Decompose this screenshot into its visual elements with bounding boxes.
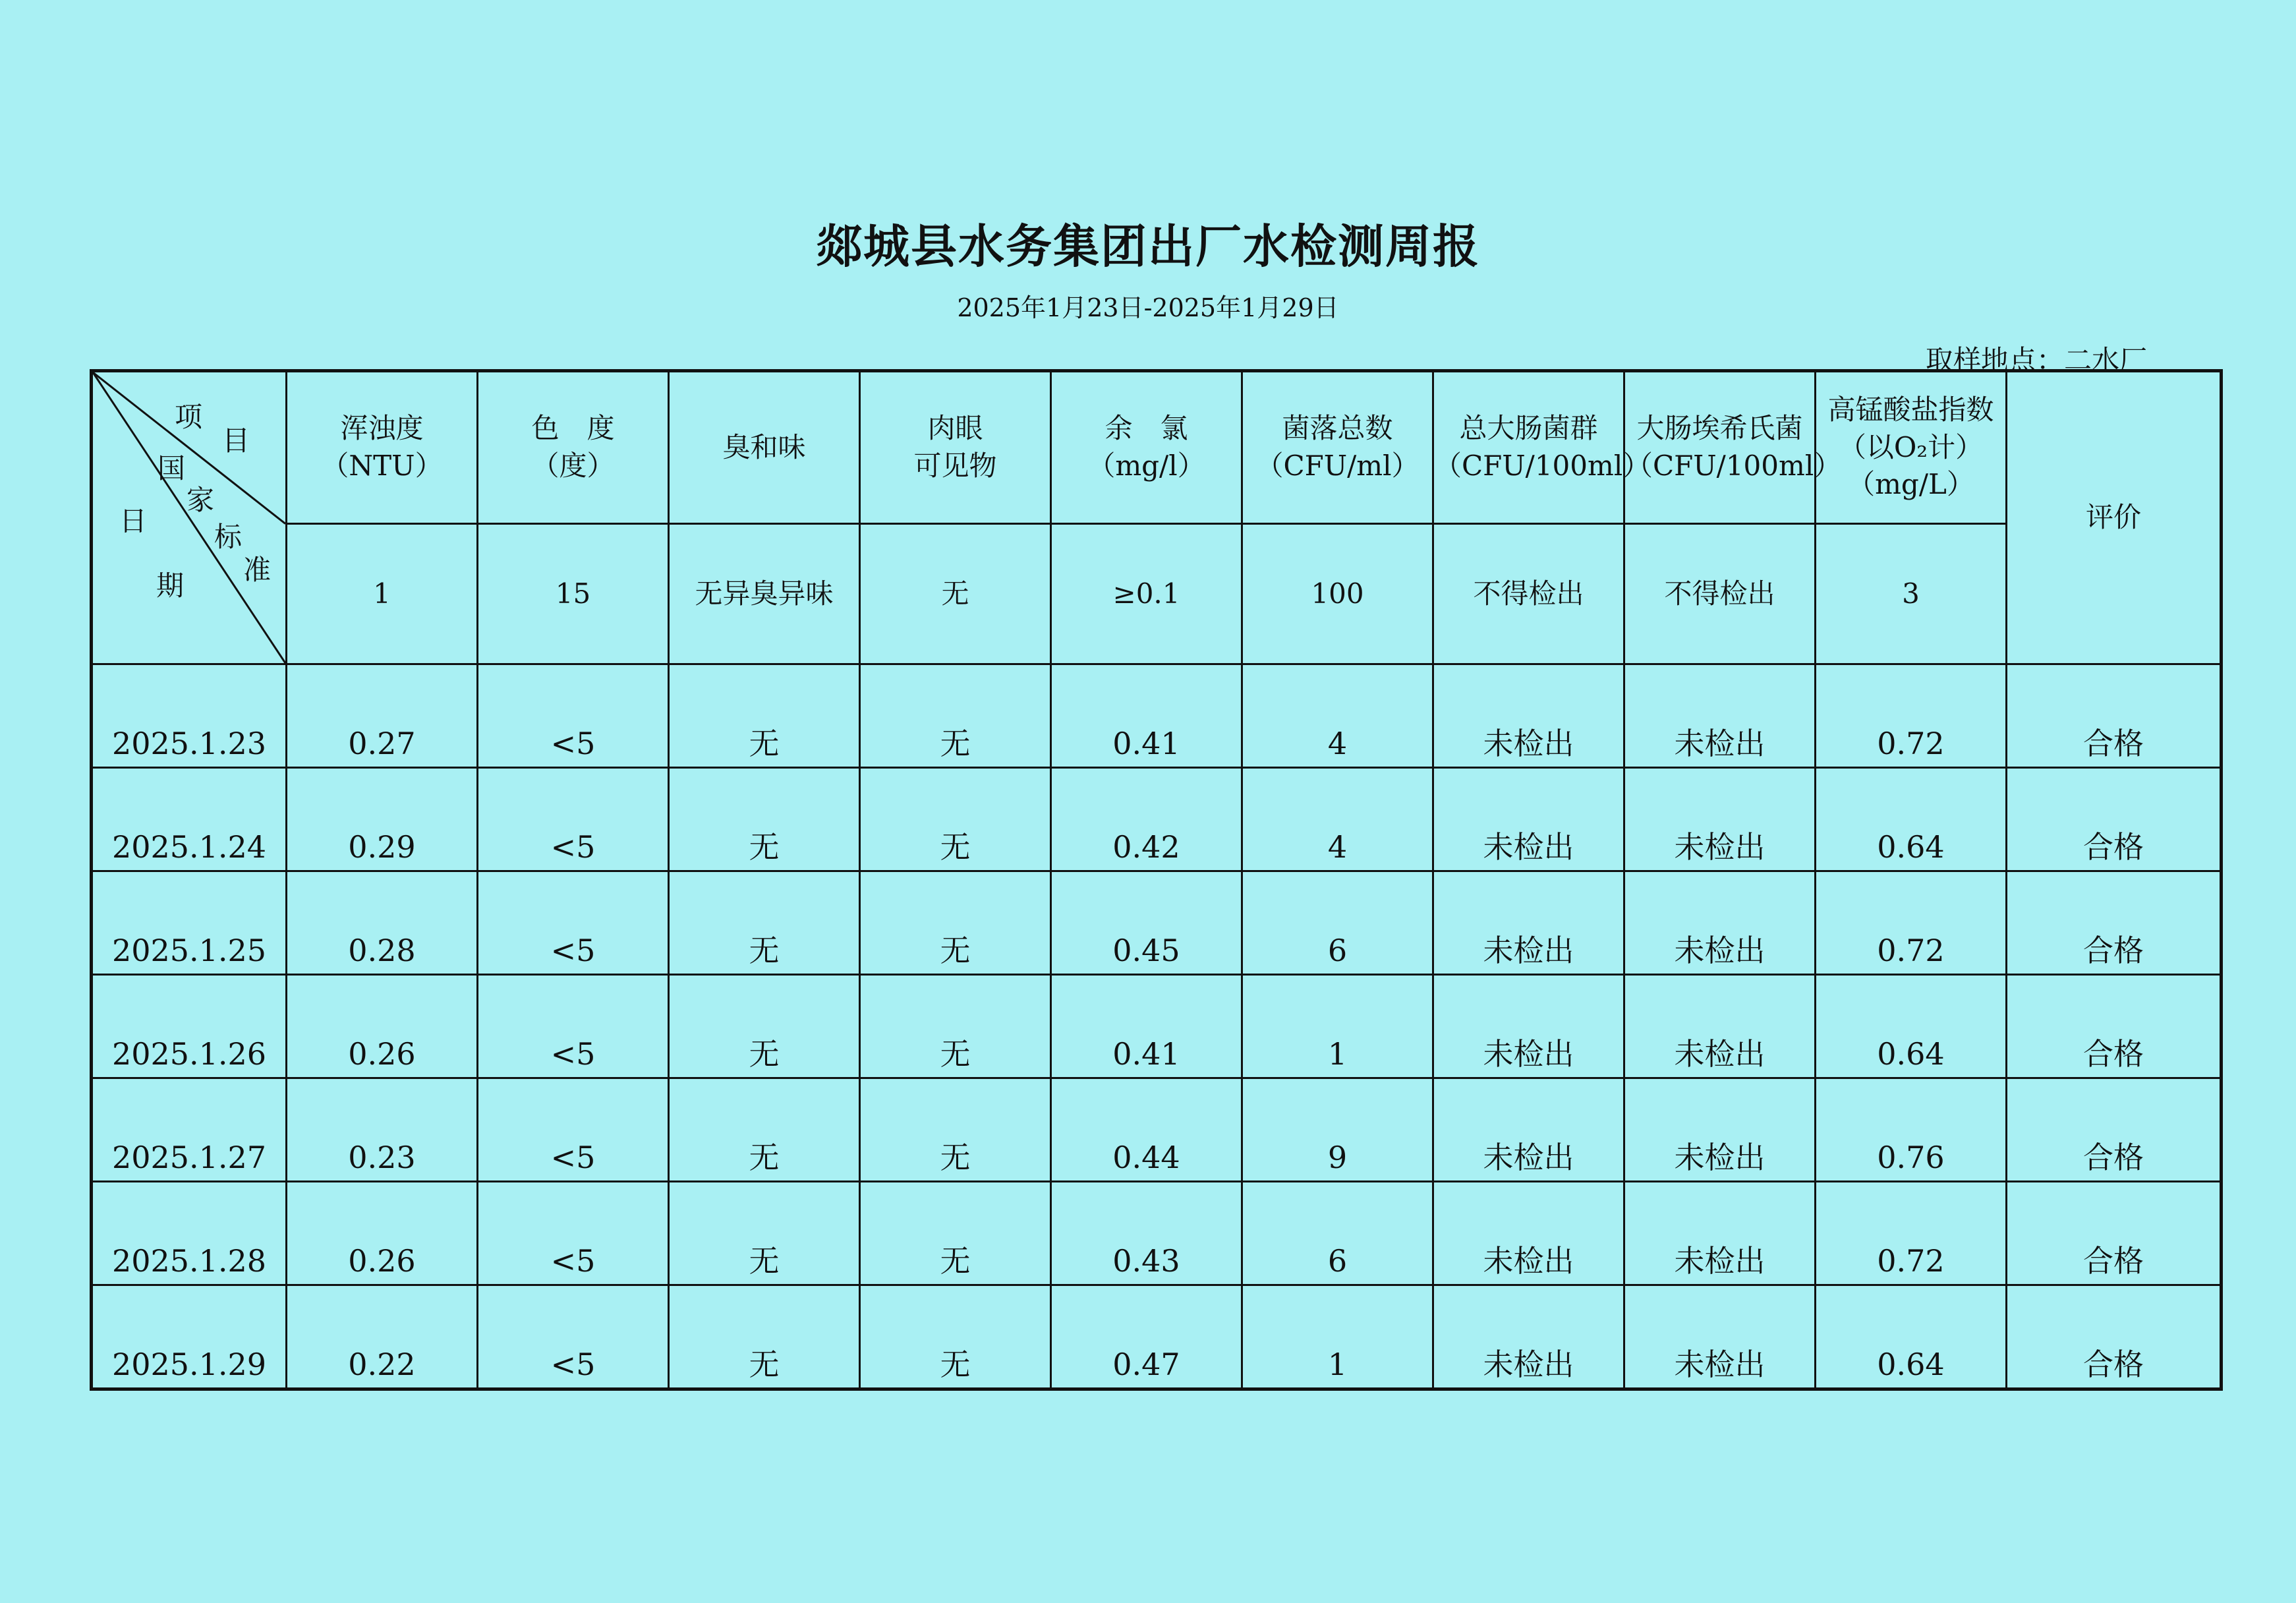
row-value: 1 xyxy=(1242,1285,1433,1389)
row-value: 0.29 xyxy=(287,768,478,871)
row-value: 9 xyxy=(1242,1078,1433,1182)
table-row xyxy=(92,1285,2222,1389)
row-value: 无 xyxy=(860,768,1051,871)
row-value: 0.26 xyxy=(287,1182,478,1285)
row-value: 0.22 xyxy=(287,1285,478,1389)
row-value: 未检出 xyxy=(1433,768,1624,871)
row-date: 2025.1.28 xyxy=(92,1182,287,1285)
row-value: 0.72 xyxy=(1816,664,2007,768)
col-header-permanganate-index: 高锰酸盐指数 （以O₂计） （mg/L） xyxy=(1816,371,2007,524)
table-row xyxy=(92,1078,2222,1182)
row-date: 2025.1.29 xyxy=(92,1285,287,1389)
col-header-color: 色 度 （度） xyxy=(478,371,669,524)
row-value: 无 xyxy=(669,871,860,975)
row-value: <5 xyxy=(478,1285,669,1389)
row-value: 未检出 xyxy=(1624,1285,1816,1389)
row-value: 4 xyxy=(1242,664,1433,768)
row-value: 未检出 xyxy=(1433,871,1624,975)
row-date: 2025.1.27 xyxy=(92,1078,287,1182)
row-value: 未检出 xyxy=(1433,975,1624,1078)
row-value: 无 xyxy=(669,975,860,1078)
row-evaluation: 合格 xyxy=(2007,768,2222,871)
row-value: 无 xyxy=(669,1078,860,1182)
col-header-total-coliforms: 总大肠菌群 （CFU/100ml） xyxy=(1433,371,1624,524)
row-value: 未检出 xyxy=(1433,1285,1624,1389)
row-date: 2025.1.24 xyxy=(92,768,287,871)
row-date: 2025.1.23 xyxy=(92,664,287,768)
standard-turbidity: 1 xyxy=(287,524,478,664)
corner-standard-char: 家 xyxy=(187,484,215,516)
standard-visible-matter: 无 xyxy=(860,524,1051,664)
row-value: <5 xyxy=(478,1078,669,1182)
row-value: <5 xyxy=(478,1182,669,1285)
corner-standard-char: 国 xyxy=(158,452,186,484)
row-value: 0.64 xyxy=(1816,1285,2007,1389)
row-value: 未检出 xyxy=(1624,768,1816,871)
row-value: 0.28 xyxy=(287,871,478,975)
corner-date-char: 期 xyxy=(156,569,185,602)
row-value: 无 xyxy=(669,664,860,768)
col-header-visible-matter: 肉眼 可见物 xyxy=(860,371,1051,524)
row-value: 无 xyxy=(860,664,1051,768)
row-date: 2025.1.26 xyxy=(92,975,287,1078)
col-header-e-coli: 大肠埃希氏菌 （CFU/100ml） xyxy=(1624,371,1816,524)
row-value: 6 xyxy=(1242,1182,1433,1285)
row-value: 0.64 xyxy=(1816,975,2007,1078)
row-value: 0.64 xyxy=(1816,768,2007,871)
header-row-items xyxy=(92,371,2222,524)
row-value: 0.23 xyxy=(287,1078,478,1182)
row-value: 未检出 xyxy=(1624,975,1816,1078)
row-value: 4 xyxy=(1242,768,1433,871)
corner-header-cell xyxy=(92,371,287,664)
col-header-evaluation: 评价 xyxy=(2007,371,2222,664)
table-row xyxy=(92,768,2222,871)
row-value: 无 xyxy=(860,1182,1051,1285)
report-period: 2025年1月23日-2025年1月29日 xyxy=(957,293,1339,322)
row-evaluation: 合格 xyxy=(2007,871,2222,975)
standard-permanganate-index: 3 xyxy=(1816,524,2007,664)
col-header-turbidity: 浑浊度 （NTU） xyxy=(287,371,478,524)
row-value: 0.26 xyxy=(287,975,478,1078)
table-row xyxy=(92,975,2222,1078)
table-row xyxy=(92,1182,2222,1285)
report-title: 郯城县水务集团出厂水检测周报 xyxy=(816,219,1480,274)
col-header-residual-chlorine: 余 氯 （mg/l） xyxy=(1051,371,1242,524)
standard-total-coliforms: 不得检出 xyxy=(1433,524,1624,664)
row-value: 0.27 xyxy=(287,664,478,768)
row-value: 0.72 xyxy=(1816,1182,2007,1285)
row-evaluation: 合格 xyxy=(2007,1078,2222,1182)
row-evaluation: 合格 xyxy=(2007,1285,2222,1389)
table-row xyxy=(92,871,2222,975)
row-evaluation: 合格 xyxy=(2007,1182,2222,1285)
row-value: 无 xyxy=(669,1285,860,1389)
row-value: 6 xyxy=(1242,871,1433,975)
row-evaluation: 合格 xyxy=(2007,664,2222,768)
row-value: 0.76 xyxy=(1816,1078,2007,1182)
col-header-odor-taste: 臭和味 xyxy=(669,371,860,524)
row-value: 0.41 xyxy=(1051,975,1242,1078)
row-value: 无 xyxy=(860,871,1051,975)
standard-e-coli: 不得检出 xyxy=(1624,524,1816,664)
standard-residual-chlorine: ≥0.1 xyxy=(1051,524,1242,664)
standard-odor-taste: 无异臭异味 xyxy=(669,524,860,664)
row-value: <5 xyxy=(478,768,669,871)
corner-date-char: 日 xyxy=(119,505,148,537)
corner-item-char: 项 xyxy=(175,401,203,433)
header-row-standards xyxy=(92,524,2222,664)
row-value: 未检出 xyxy=(1433,1182,1624,1285)
table-row xyxy=(92,664,2222,768)
row-value: 未检出 xyxy=(1624,664,1816,768)
row-value: <5 xyxy=(478,664,669,768)
row-value: 未检出 xyxy=(1624,871,1816,975)
row-value: 0.42 xyxy=(1051,768,1242,871)
water-quality-table xyxy=(90,369,2223,1391)
corner-standard-char: 准 xyxy=(243,554,272,586)
row-value: 0.47 xyxy=(1051,1285,1242,1389)
corner-standard-char: 标 xyxy=(214,521,243,553)
col-header-colony-count: 菌落总数 （CFU/ml） xyxy=(1242,371,1433,524)
row-value: 无 xyxy=(860,1078,1051,1182)
row-value: 无 xyxy=(860,975,1051,1078)
row-value: 1 xyxy=(1242,975,1433,1078)
row-value: 无 xyxy=(669,768,860,871)
row-value: <5 xyxy=(478,975,669,1078)
row-value: 0.41 xyxy=(1051,664,1242,768)
row-value: 0.43 xyxy=(1051,1182,1242,1285)
row-date: 2025.1.25 xyxy=(92,871,287,975)
row-value: 无 xyxy=(860,1285,1051,1389)
row-value: 0.45 xyxy=(1051,871,1242,975)
row-value: 未检出 xyxy=(1624,1182,1816,1285)
row-value: 未检出 xyxy=(1433,1078,1624,1182)
row-value: 0.44 xyxy=(1051,1078,1242,1182)
sampling-site: 取样地点：二水厂 xyxy=(1925,344,2147,376)
row-value: 0.72 xyxy=(1816,871,2007,975)
corner-item-char: 目 xyxy=(222,424,250,457)
row-value: <5 xyxy=(478,871,669,975)
row-value: 未检出 xyxy=(1433,664,1624,768)
row-value: 未检出 xyxy=(1624,1078,1816,1182)
standard-color: 15 xyxy=(478,524,669,664)
standard-colony-count: 100 xyxy=(1242,524,1433,664)
row-evaluation: 合格 xyxy=(2007,975,2222,1078)
row-value: 无 xyxy=(669,1182,860,1285)
